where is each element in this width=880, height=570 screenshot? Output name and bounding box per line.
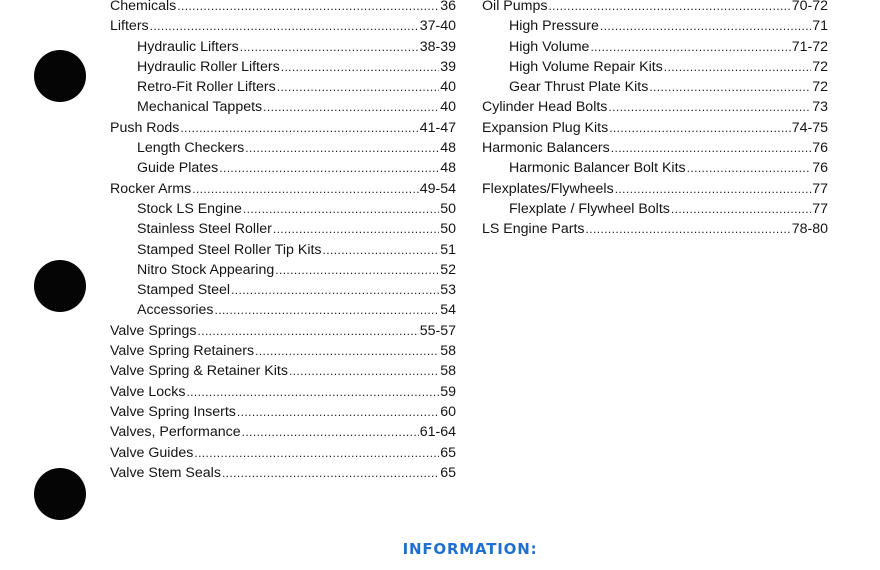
toc-entry-label: Retro-Fit Roller Lifters <box>137 79 276 96</box>
toc-entry-label: Flexplate / Flywheel Bolts <box>509 200 670 217</box>
toc-entry[interactable] <box>110 158 456 178</box>
toc-entry-label: Valve Stem Seals <box>110 464 221 481</box>
toc-entry[interactable] <box>110 118 456 138</box>
toc-entry-label: Length Checkers <box>137 140 245 157</box>
toc-entry-page: 61-64 <box>419 424 456 441</box>
dot-leader <box>289 361 439 381</box>
toc-entry[interactable] <box>482 0 828 16</box>
toc-entry[interactable] <box>110 382 456 402</box>
toc-entry-label: LS Engine Parts <box>482 221 585 238</box>
toc-entry-label: Valves, Performance <box>110 424 241 441</box>
toc-entry-label: Rocker Arms <box>110 180 192 197</box>
dot-leader <box>242 422 419 442</box>
toc-entry[interactable] <box>482 16 828 36</box>
binder-hole-bottom <box>34 468 86 520</box>
toc-entry-label: Oil Pumps <box>482 0 548 14</box>
toc-column-left <box>110 0 456 483</box>
toc-entry[interactable] <box>110 300 456 320</box>
dot-leader <box>671 199 811 219</box>
dot-leader <box>245 138 439 158</box>
toc-entry-page: 52 <box>440 261 456 278</box>
toc-entry-page: 65 <box>440 464 456 481</box>
toc-entry[interactable] <box>110 443 456 463</box>
toc-entry-label: Flexplates/Flywheels <box>482 180 614 197</box>
toc-entry-label: Valve Spring Retainers <box>110 343 255 360</box>
toc-entry-page: 55-57 <box>419 322 456 339</box>
toc-entry[interactable] <box>110 240 456 260</box>
dot-leader <box>222 463 439 483</box>
dot-leader <box>608 97 811 117</box>
dot-leader <box>237 402 439 422</box>
toc-entry[interactable] <box>110 422 456 442</box>
toc-entry-page: 48 <box>440 140 456 157</box>
toc-entry[interactable] <box>110 57 456 77</box>
toc-entry[interactable] <box>110 361 456 381</box>
toc-entry-page: 73 <box>812 99 828 116</box>
toc-entry-page: 72 <box>812 79 828 96</box>
toc-entry[interactable] <box>482 118 828 138</box>
toc-entry[interactable] <box>110 97 456 117</box>
toc-entry-page: 54 <box>440 302 456 319</box>
toc-entry[interactable] <box>110 199 456 219</box>
toc-entry-page: 72 <box>812 58 828 75</box>
binder-hole-middle <box>34 260 86 312</box>
dot-leader <box>273 219 439 239</box>
dot-leader <box>649 77 811 97</box>
toc-entry[interactable] <box>482 158 828 178</box>
toc-entry[interactable] <box>482 219 828 239</box>
toc-entry-page: 65 <box>440 444 456 461</box>
toc-entry-label: Cylinder Head Bolts <box>482 99 608 116</box>
toc-entry-label: Harmonic Balancer Bolt Kits <box>509 160 686 177</box>
toc-entry-label: Valve Springs <box>110 322 197 339</box>
toc-entry[interactable] <box>110 0 456 16</box>
dot-leader <box>600 16 811 36</box>
toc-entry-page: 71 <box>812 18 828 35</box>
toc-entry-page: 58 <box>440 363 456 380</box>
toc-entry-page: 41-47 <box>419 119 456 136</box>
toc-entry-label: Stamped Steel <box>137 282 231 299</box>
toc-entry-page: 39 <box>440 58 456 75</box>
toc-entry[interactable] <box>482 97 828 117</box>
toc-entry-label: Lifters <box>110 18 149 35</box>
dot-leader <box>192 179 419 199</box>
toc-entry-label: Guide Plates <box>137 160 219 177</box>
toc-entry-label: Hydraulic Roller Lifters <box>137 58 280 75</box>
toc-entry-page: 74-75 <box>791 119 828 136</box>
toc-entry[interactable] <box>110 321 456 341</box>
toc-entry-label: High Volume Repair Kits <box>509 58 663 75</box>
toc-entry-page: 53 <box>440 282 456 299</box>
toc-entry-page: 40 <box>440 79 456 96</box>
dot-leader <box>281 57 440 77</box>
toc-entry-page: 50 <box>440 200 456 217</box>
dot-leader <box>194 443 439 463</box>
toc-entry-label: Expansion Plug Kits <box>482 119 609 136</box>
toc-entry-page: 70-72 <box>791 0 828 14</box>
toc-entry-label: Accessories <box>137 302 214 319</box>
dot-leader <box>323 240 440 260</box>
dot-leader <box>548 0 790 16</box>
dot-leader <box>243 199 439 219</box>
toc-entry-page: 48 <box>440 160 456 177</box>
dot-leader <box>231 280 439 300</box>
toc-entry-label: Valve Spring & Retainer Kits <box>110 363 288 380</box>
dot-leader <box>186 382 439 402</box>
toc-column-right <box>482 0 828 240</box>
toc-entry-page: 78-80 <box>791 221 828 238</box>
toc-entry-page: 77 <box>812 200 828 217</box>
toc-entry[interactable] <box>110 219 456 239</box>
dot-leader <box>609 118 791 138</box>
toc-entry-page: 71-72 <box>791 38 828 55</box>
toc-entry-page: 38-39 <box>419 38 456 55</box>
toc-entry-page: 36 <box>440 0 456 14</box>
dot-leader <box>590 37 790 57</box>
toc-entry[interactable] <box>482 179 828 199</box>
dot-leader <box>180 118 418 138</box>
dot-leader <box>177 0 439 16</box>
dot-leader <box>275 260 439 280</box>
toc-entry-label: High Volume <box>509 38 590 55</box>
dot-leader <box>263 97 439 117</box>
toc-entry-label: Stamped Steel Roller Tip Kits <box>137 241 322 258</box>
toc-entry[interactable] <box>110 260 456 280</box>
dot-leader <box>197 321 418 341</box>
toc-entry[interactable] <box>482 138 828 158</box>
toc-entry[interactable] <box>110 463 456 483</box>
toc-entry-label: Stainless Steel Roller <box>137 221 272 238</box>
toc-entry[interactable] <box>482 77 828 97</box>
toc-entry-label: Mechanical Tappets <box>137 99 263 116</box>
toc-entry-page: 49-54 <box>419 180 456 197</box>
dot-leader <box>255 341 439 361</box>
toc-entry[interactable] <box>110 16 456 36</box>
toc-entry[interactable] <box>110 402 456 422</box>
toc-entry-label: Gear Thrust Plate Kits <box>509 79 649 96</box>
toc-entry-label: Push Rods <box>110 119 180 136</box>
toc-entry-label: Chemicals <box>110 0 177 14</box>
toc-entry-label: Stock LS Engine <box>137 200 242 217</box>
toc-entry[interactable] <box>482 57 828 77</box>
toc-entry[interactable] <box>110 280 456 300</box>
toc-entry-label: Valve Locks <box>110 383 186 400</box>
dot-leader <box>150 16 419 36</box>
toc-entry[interactable] <box>482 37 828 57</box>
dot-leader <box>277 77 439 97</box>
toc-entry[interactable] <box>482 199 828 219</box>
dot-leader <box>664 57 811 77</box>
toc-entry-page: 59 <box>440 383 456 400</box>
dot-leader <box>611 138 811 158</box>
dot-leader <box>615 179 812 199</box>
toc-entry[interactable] <box>110 77 456 97</box>
toc-entry[interactable] <box>110 37 456 57</box>
toc-entry-page: 60 <box>440 403 456 420</box>
toc-entry[interactable] <box>110 341 456 361</box>
toc-entry-page: 51 <box>440 241 456 258</box>
toc-entry[interactable] <box>110 179 456 199</box>
dot-leader <box>687 158 812 178</box>
toc-entry-page: 40 <box>440 99 456 116</box>
information-heading: INFORMATION: <box>402 540 538 558</box>
dot-leader <box>214 300 439 320</box>
toc-entry-page: 76 <box>812 140 828 157</box>
binder-hole-top <box>34 50 86 102</box>
toc-entry-page: 37-40 <box>419 18 456 35</box>
toc-entry-label: Valve Guides <box>110 444 194 461</box>
toc-entry-label: Harmonic Balancers <box>482 140 610 157</box>
toc-entry-label: Hydraulic Lifters <box>137 38 239 55</box>
dot-leader <box>240 37 419 57</box>
toc-entry-page: 58 <box>440 343 456 360</box>
toc-entry-label: Nitro Stock Appearing <box>137 261 275 278</box>
dot-leader <box>586 219 791 239</box>
toc-entry-label: Valve Spring Inserts <box>110 403 236 420</box>
toc-entry-page: 77 <box>812 180 828 197</box>
toc-entry-page: 76 <box>812 160 828 177</box>
toc-entry[interactable] <box>110 138 456 158</box>
dot-leader <box>219 158 439 178</box>
toc-entry-label: High Pressure <box>509 18 599 35</box>
toc-entry-page: 50 <box>440 221 456 238</box>
